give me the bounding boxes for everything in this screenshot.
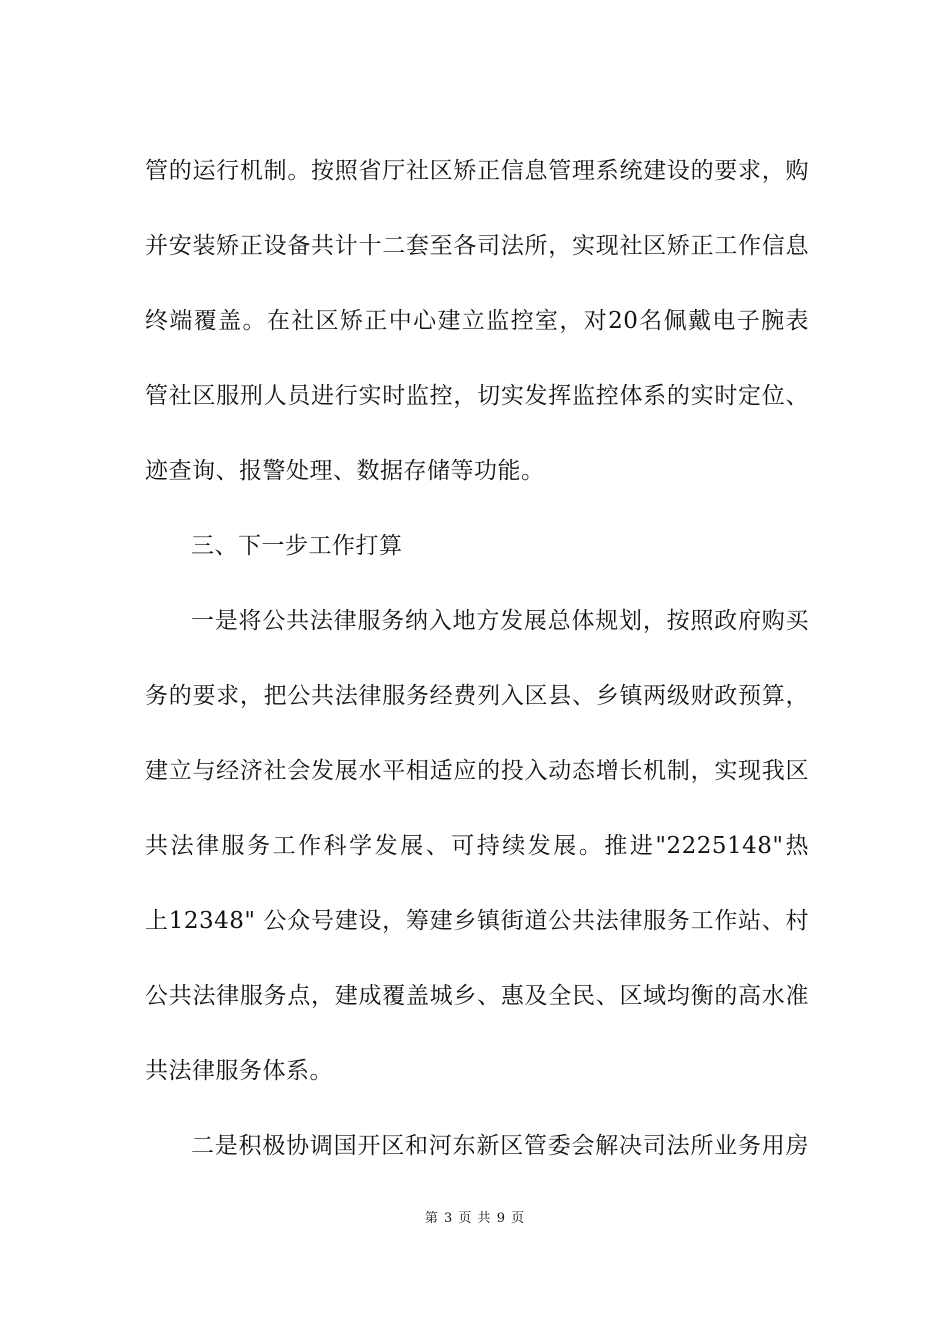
text-line: 上12348" 公众号建设，筹建乡镇街道公共法律服务工作站、村 [145, 908, 809, 934]
text-line: 终端覆盖。在社区矫正中心建立监控室，对20名佩戴电子腕表 [145, 308, 809, 334]
text-line: 共法律服务体系。 [145, 1058, 333, 1084]
text-line: 并安装矫正设备共计十二套至各司法所，实现社区矫正工作信息 [145, 233, 809, 259]
page-footer [0, 1207, 950, 1226]
text-line: 管的运行机制。按照省厅社区矫正信息管理系统建设的要求，购 [145, 158, 809, 184]
text-line: 建立与经济社会发展水平相适应的投入动态增长机制，实现我区 [145, 758, 809, 784]
text-line: 二是积极协调国开区和河东新区管委会解决司法所业务用房 [191, 1133, 809, 1159]
text-line: 迹查询、报警处理、数据存储等功能。 [145, 458, 545, 484]
text-line: 共法律服务工作科学发展、可持续发展。推进"2225148"热 [145, 833, 809, 859]
text-line: 公共法律服务点，建成覆盖城乡、惠及全民、区域均衡的高水准 [145, 983, 809, 1009]
text-line: 管社区服刑人员进行实时监控，切实发挥监控体系的实时定位、 [145, 383, 809, 409]
text-line: 务的要求，把公共法律服务经费列入区县、乡镇两级财政预算， [145, 683, 809, 709]
page-number: 第 3 页 共 9 页 [424, 1211, 526, 1226]
text-line: 一是将公共法律服务纳入地方发展总体规划，按照政府购买 [191, 608, 809, 634]
document-body [145, 134, 809, 1184]
section-heading: 三、下一步工作打算 [191, 533, 403, 559]
